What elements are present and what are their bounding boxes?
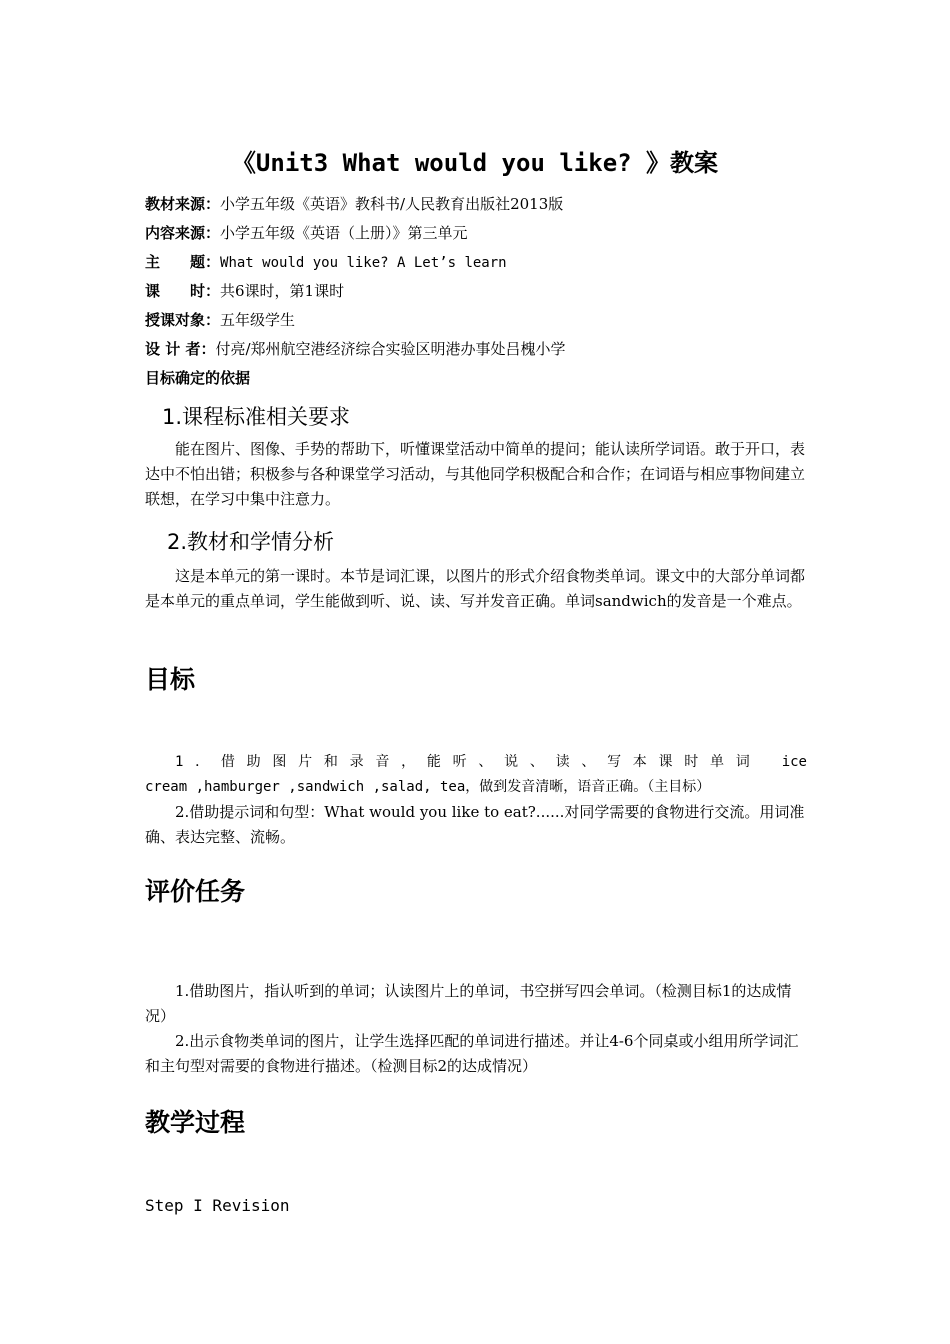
goals-heading: 目标	[145, 665, 196, 694]
goal-1-line-1: 1．借助图片和录音，能听、说、读、写本课时单词 ice	[175, 754, 807, 770]
meta-designer-label: 设 计 者：	[145, 340, 216, 358]
assessment-heading: 评价任务	[145, 877, 246, 906]
meta-source-label: 教材来源：	[145, 195, 221, 213]
meta-hours-label: 课 时：	[145, 282, 221, 300]
meta-hours	[145, 280, 344, 301]
assessment-item-2: 2.出示食物类单词的图片，让学生选择匹配的单词进行描述。并让4-6个同桌或小组用所学词汇和主句型对需要的食物进行描述。（检测目标2的达成情况）	[145, 1032, 799, 1075]
meta-designer-value: 付亮/郑州航空港经济综合实验区明港办事处吕槐小学	[215, 340, 566, 358]
section1-text: 能在图片、图像、手势的帮助下，听懂课堂活动中简单的提问；能认读所学词语。敢于开口，表达中不怕出错；积极参与各种课堂学习活动，与其他同学积极配合和合作；在词语与相应事物间建立联想，在学习中集中注意力。	[145, 440, 806, 508]
section2-paragraph	[145, 564, 807, 614]
meta-audience	[145, 309, 295, 330]
meta-audience-value: 五年级学生	[220, 311, 296, 329]
goal-1-line-2: cream ,hamburger ,sandwich ,salad, tea，做到发音清晰，语音正确。（主目标）	[145, 779, 711, 795]
meta-content-label: 内容来源：	[145, 224, 221, 242]
meta-content	[145, 222, 468, 243]
document-title: 《Unit3 What would you like? 》教案	[231, 149, 719, 177]
meta-topic	[145, 251, 507, 272]
basis-heading: 目标确定的依据	[145, 369, 251, 387]
section1-heading: 1.课程标准相关要求	[162, 405, 351, 429]
goal-2: 2.借助提示词和句型：What would you like to eat?......对同学需要的食物进行交流。用词准确、表达完整、流畅。	[145, 803, 805, 846]
step-1-label: Step I Revision	[145, 1196, 290, 1215]
meta-source	[145, 193, 563, 214]
meta-content-value: 小学五年级《英语（上册）》第三单元	[220, 224, 468, 242]
meta-hours-value: 共6课时，第1课时	[220, 282, 345, 300]
goals-list	[145, 750, 807, 850]
meta-topic-label: 主 题：	[145, 253, 221, 271]
assessment-list	[145, 979, 807, 1079]
process-heading: 教学过程	[145, 1108, 246, 1137]
meta-designer	[145, 338, 566, 359]
meta-topic-value: What would you like? A Let’s learn	[220, 255, 507, 271]
meta-audience-label: 授课对象：	[145, 311, 221, 329]
section1-paragraph	[145, 437, 807, 512]
section2-heading: 2.教材和学情分析	[167, 530, 335, 554]
assessment-item-1: 1.借助图片，指认听到的单词；认读图片上的单词，书空拼写四会单词。（检测目标1的达成情况）	[145, 982, 792, 1025]
meta-source-value: 小学五年级《英语》教科书/人民教育出版社2013版	[220, 195, 564, 213]
section2-text: 这是本单元的第一课时。本节是词汇课，以图片的形式介绍食物类单词。课文中的大部分单词都是本单元的重点单词，学生能做到听、说、读、写并发音正确。单词sandwich的发音是一个难点。	[145, 567, 806, 610]
